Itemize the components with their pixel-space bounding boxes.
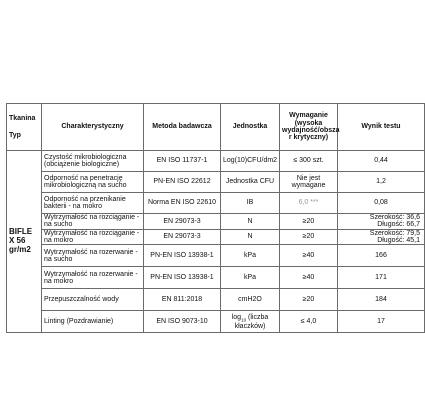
- result-length: Długość: 66,7: [377, 221, 420, 229]
- fabric-weight: gr/m2: [9, 245, 31, 255]
- header-characteristic: Charakterystyczny: [42, 104, 144, 151]
- requirement-cell: ≥20: [280, 214, 338, 230]
- result-cell: [338, 214, 425, 230]
- characteristic-cell: Odporność na penetrację mikrobiologiczną na sucho: [42, 172, 144, 193]
- result-cell: 166: [338, 245, 425, 267]
- characteristic-cell: Wytrzymałość na rozerwanie - na mokro: [42, 267, 144, 289]
- header-type-label: Typ: [9, 131, 21, 139]
- unit-cell: IB: [221, 193, 280, 214]
- table-row: [7, 214, 425, 230]
- result-cell: 17: [338, 311, 425, 333]
- header-requirement: Wymaganie (wysoka wydajność/obsza r krytyczny): [280, 104, 338, 151]
- characteristic-cell: Odporność na przenikanie bakterii - na mokro: [42, 193, 144, 214]
- fabric-type-cell: [7, 151, 42, 333]
- method-cell: EN ISO 11737-1: [144, 151, 221, 172]
- method-cell: PN-EN ISO 22612: [144, 172, 221, 193]
- requirement-cell: Nie jest wymagane: [280, 172, 338, 193]
- result-cell: [338, 229, 425, 245]
- unit-cell: N: [221, 229, 280, 245]
- characteristic-cell: Wytrzymałość na rozerwanie - na sucho: [42, 245, 144, 267]
- unit-cell: cmH2O: [221, 289, 280, 311]
- table-row: [7, 193, 425, 214]
- requirement-cell: ≥20: [280, 229, 338, 245]
- unit-log-base: 10: [241, 317, 247, 323]
- table-row: [7, 311, 425, 333]
- requirement-cell: ≥40: [280, 267, 338, 289]
- table-row: [7, 267, 425, 289]
- result-cell: 1,2: [338, 172, 425, 193]
- header-fabric-label: Tkanina: [9, 115, 36, 123]
- requirement-cell: ≥40: [280, 245, 338, 267]
- result-width: Szerokość: 36,6: [369, 214, 420, 221]
- header-result: Wynik testu: [338, 104, 425, 151]
- result-cell: 184: [338, 289, 425, 311]
- method-cell: EN 29073-3: [144, 214, 221, 230]
- characteristic-cell: Linting (Pozdrawianie): [42, 311, 144, 333]
- table-row: [7, 229, 425, 245]
- result-cell: 0,08: [338, 193, 425, 214]
- header-unit: Jednostka: [221, 104, 280, 151]
- characteristic-cell: Czystość mikrobiologiczna (obciążenie biologiczne): [42, 151, 144, 172]
- header-fabric: [7, 104, 42, 151]
- method-cell: PN-EN ISO 13938-1: [144, 267, 221, 289]
- method-cell: EN 811:2018: [144, 289, 221, 311]
- requirement-cell: ≤ 4,0: [280, 311, 338, 333]
- method-cell: Norma EN ISO 22610: [144, 193, 221, 214]
- unit-cell: Jednostka CFU: [221, 172, 280, 193]
- unit-cell: kPa: [221, 267, 280, 289]
- table-row: [7, 172, 425, 193]
- characteristic-cell: Wytrzymałość na rozciąganie - na sucho: [42, 214, 144, 230]
- characteristic-cell: Przepuszczalność wody: [42, 289, 144, 311]
- header-method: Metoda badawcza: [144, 104, 221, 151]
- table-header-row: [7, 104, 425, 151]
- method-cell: EN 29073-3: [144, 229, 221, 245]
- test-results-table: [6, 103, 425, 333]
- requirement-cell: ≥20: [280, 289, 338, 311]
- table-row: [7, 289, 425, 311]
- unit-cell: [221, 311, 280, 333]
- requirement-cell: ≤ 300 szt.: [280, 151, 338, 172]
- table-row: [7, 151, 425, 172]
- unit-cell: N: [221, 214, 280, 230]
- result-cell: 0,44: [338, 151, 425, 172]
- result-cell: 171: [338, 267, 425, 289]
- table-row: [7, 245, 425, 267]
- method-cell: EN ISO 9073-10: [144, 311, 221, 333]
- characteristic-cell: Wytrzymałość na rozciąganie - na mokro: [42, 229, 144, 245]
- unit-cell: kPa: [221, 245, 280, 267]
- requirement-cell: 6,0 ***: [280, 193, 338, 214]
- unit-lint-count: (liczba kłaczków): [234, 313, 269, 330]
- result-length: Długość: 45,1: [377, 237, 420, 245]
- unit-cell: Log(10)CFU/dm2: [221, 151, 280, 172]
- fabric-code: X 56: [9, 236, 26, 246]
- fabric-name: BIFLE: [9, 227, 33, 237]
- result-width: Szerokość: 79,5: [369, 229, 420, 237]
- method-cell: PN-EN ISO 13938-1: [144, 245, 221, 267]
- unit-log: log: [231, 313, 242, 321]
